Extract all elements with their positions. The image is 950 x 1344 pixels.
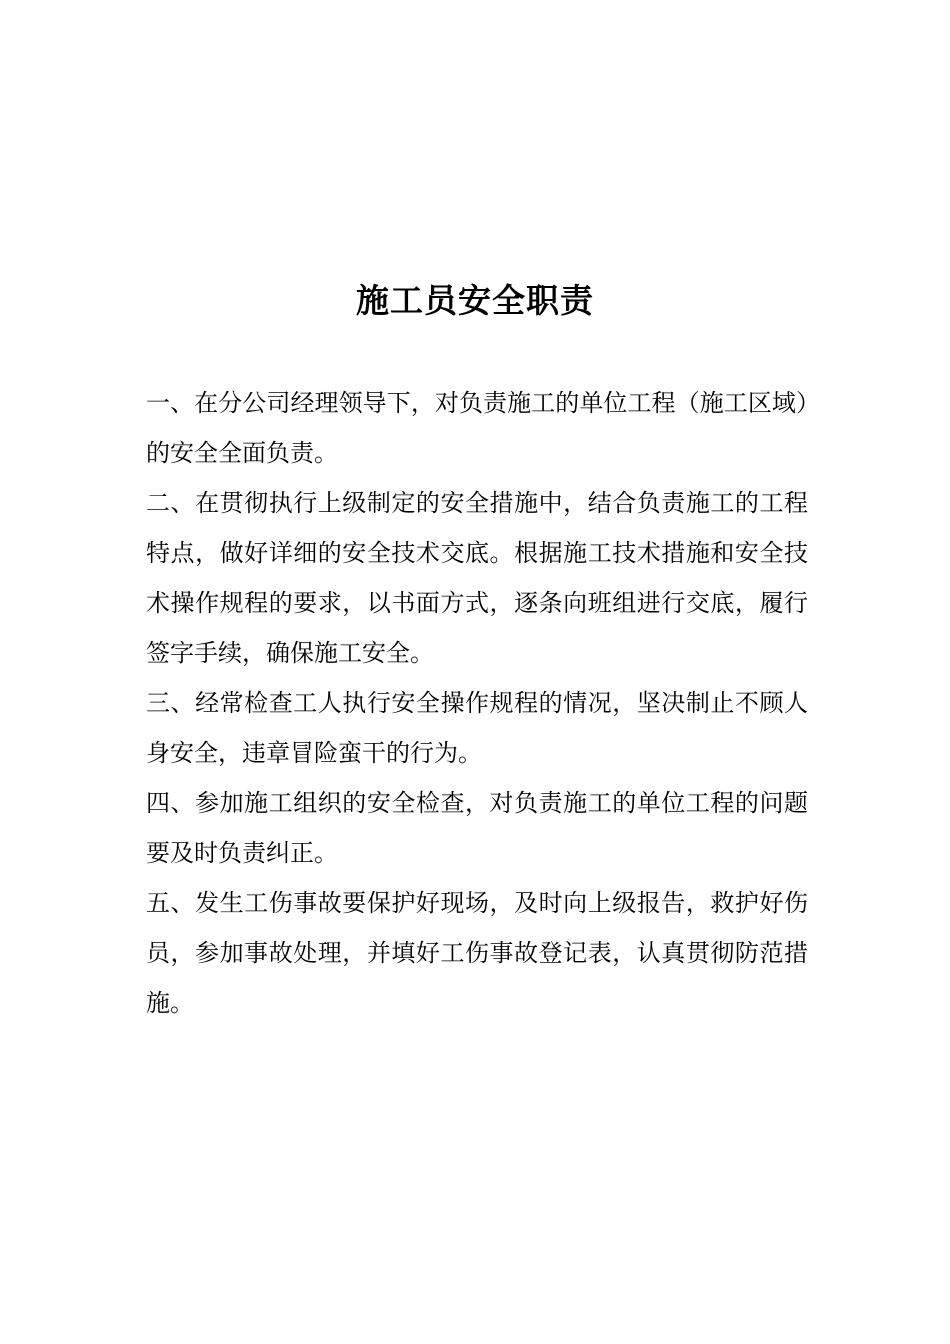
document-body [146, 378, 808, 1028]
clause-1: 一、在分公司经理领导下，对负责施工的单位工程（施工区域）的安全全面负责。 [146, 389, 808, 467]
clause-2: 二、在贯彻执行上级制定的安全措施中，结合负责施工的工程特点，做好详细的安全技术交底。根据施工技术措施和安全技术操作规程的要求，以书面方式，逐条向班组进行交底，履行签字手续，确保施工安全。 [146, 489, 808, 667]
document-title: 施工员安全职责 [356, 281, 594, 320]
clause-4: 四、参加施工组织的安全检查，对负责施工的单位工程的问题要及时负责纠正。 [146, 789, 808, 867]
clause-3: 三、经常检查工人执行安全操作规程的情况，坚决制止不顾人身安全，违章冒险蛮干的行为。 [146, 689, 808, 767]
clause-5: 五、发生工伤事故要保护好现场，及时向上级报告，救护好伤员，参加事故处理，并填好工伤事故登记表，认真贯彻防范措施。 [146, 889, 808, 1017]
